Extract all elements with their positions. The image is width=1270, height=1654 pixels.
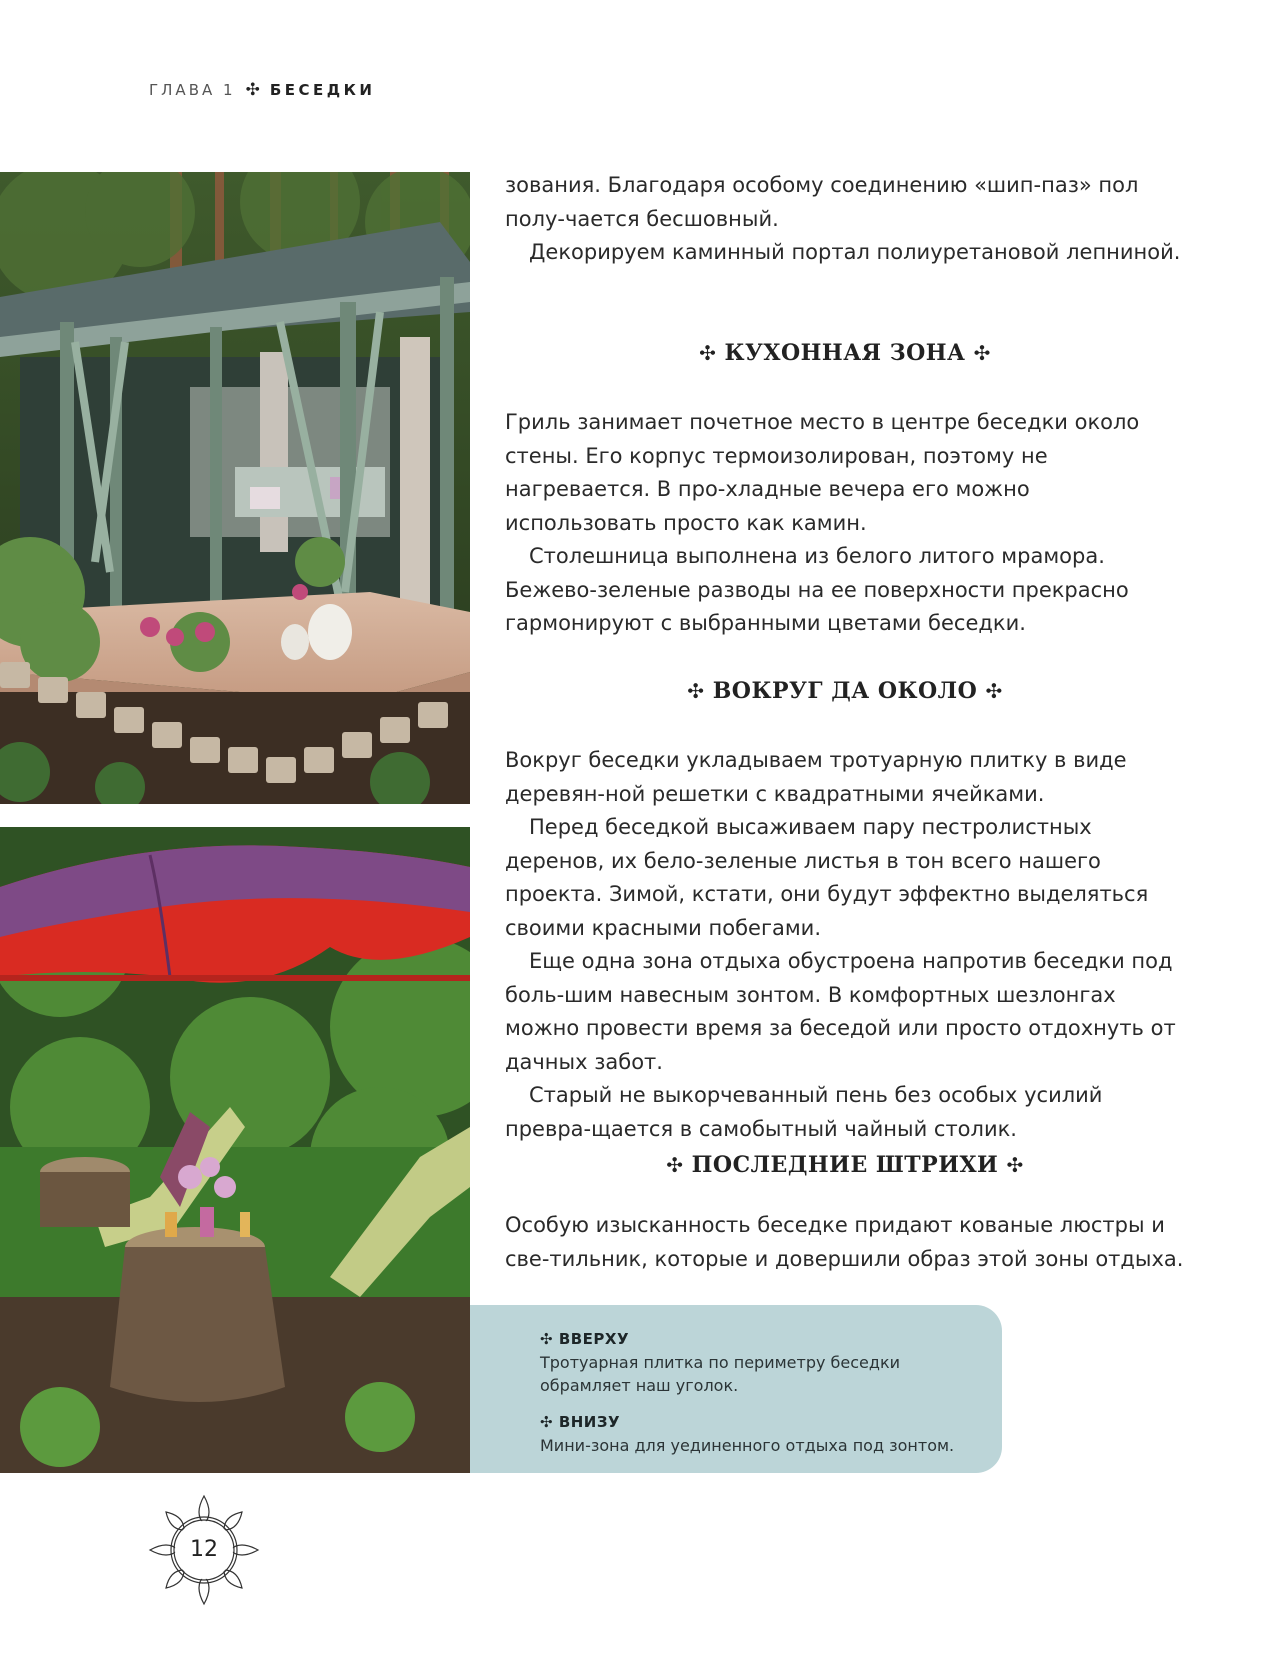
section-title: БЕСЕДКИ — [269, 81, 376, 99]
ornament-icon: ✣ — [245, 80, 260, 100]
ornament-icon: ✣ — [540, 1330, 554, 1348]
page-number-badge — [148, 1494, 260, 1606]
chapter-label: ГЛАВА 1 — [149, 81, 236, 99]
final-text — [505, 1209, 1185, 1276]
around-text — [505, 744, 1185, 1146]
caption-top — [540, 1328, 970, 1397]
caption-bottom-label-text: ВНИЗУ — [558, 1413, 621, 1431]
heading-kitchen — [505, 340, 1185, 366]
ornament-icon: ✣ — [1006, 1153, 1024, 1177]
caption-bottom — [540, 1411, 970, 1457]
heading-final-text: ПОСЛЕДНИЕ ШТРИХИ — [691, 1152, 999, 1178]
caption-top-text: Тротуарная плитка по периметру беседки обрамляет наш уголок. — [540, 1353, 901, 1395]
running-head — [149, 80, 375, 100]
ornament-icon: ✣ — [699, 341, 717, 365]
caption-bottom-label — [540, 1411, 970, 1434]
intro-text — [505, 169, 1185, 270]
page-number: 12 — [190, 1537, 218, 1562]
ornament-icon: ✣ — [985, 679, 1003, 703]
heading-around — [505, 678, 1185, 704]
paragraph-final-1: Особую изысканность беседке придают кованые люстры и све-тильник, которые и довершили образ этой зоны отдыха. — [505, 1213, 1184, 1271]
paragraph-around-3: Еще одна зона отдыха обустроена напротив беседки под боль-шим навесным зонтом. В комфортных шезлонгах можно провести время за беседой или просто отдохнуть от дачных забот. — [505, 949, 1176, 1074]
ornament-icon: ✣ — [540, 1413, 554, 1431]
ornament-icon: ✣ — [973, 341, 991, 365]
heading-final — [505, 1152, 1185, 1178]
paragraph-intro-1: зования. Благодаря особому соединению «шип-паз» пол полу-чается бесшовный. — [505, 173, 1139, 231]
gazebo-illustration — [0, 172, 470, 804]
heading-kitchen-text: КУХОННАЯ ЗОНА — [724, 340, 966, 366]
umbrella-illustration — [0, 827, 470, 1473]
paragraph-kitchen-2: Столешница выполнена из белого литого мрамора. Бежево-зеленые разводы на ее поверхности прекрасно гармонируют с выбранными цветами беседки. — [505, 544, 1129, 635]
paragraph-around-4: Старый не выкорчеванный пень без особых усилий превра-щается в самобытный чайный столик. — [505, 1083, 1103, 1141]
paragraph-kitchen-1: Гриль занимает почетное место в центре беседки около стены. Его корпус термоизолирован, поэтому не нагревается. В про-хладные вечера его можно использовать просто как камин. — [505, 410, 1140, 535]
heading-around-text: ВОКРУГ ДА ОКОЛО — [712, 678, 978, 704]
caption-top-label-text: ВВЕРХУ — [558, 1330, 630, 1348]
caption-box — [470, 1305, 1002, 1473]
ornament-icon: ✣ — [666, 1153, 684, 1177]
paragraph-around-2: Перед беседкой высаживаем пару пестролистных деренов, их бело-зеленые листья в тон всего нашего проекта. Зимой, кстати, они будут эффектно выделяться своими красными побегами. — [505, 815, 1149, 940]
kitchen-text — [505, 406, 1185, 641]
photo-gazebo — [0, 172, 470, 804]
paragraph-around-1: Вокруг беседки укладываем тротуарную плитку в виде деревян-ной решетки с квадратными ячейками. — [505, 748, 1127, 806]
caption-bottom-text: Мини-зона для уединенного отдыха под зонтом. — [540, 1436, 955, 1455]
paragraph-intro-2: Декорируем каминный портал полиуретановой лепниной. — [529, 240, 1181, 264]
photo-umbrella-zone — [0, 827, 470, 1473]
caption-top-label — [540, 1328, 970, 1351]
ornament-icon: ✣ — [687, 679, 705, 703]
